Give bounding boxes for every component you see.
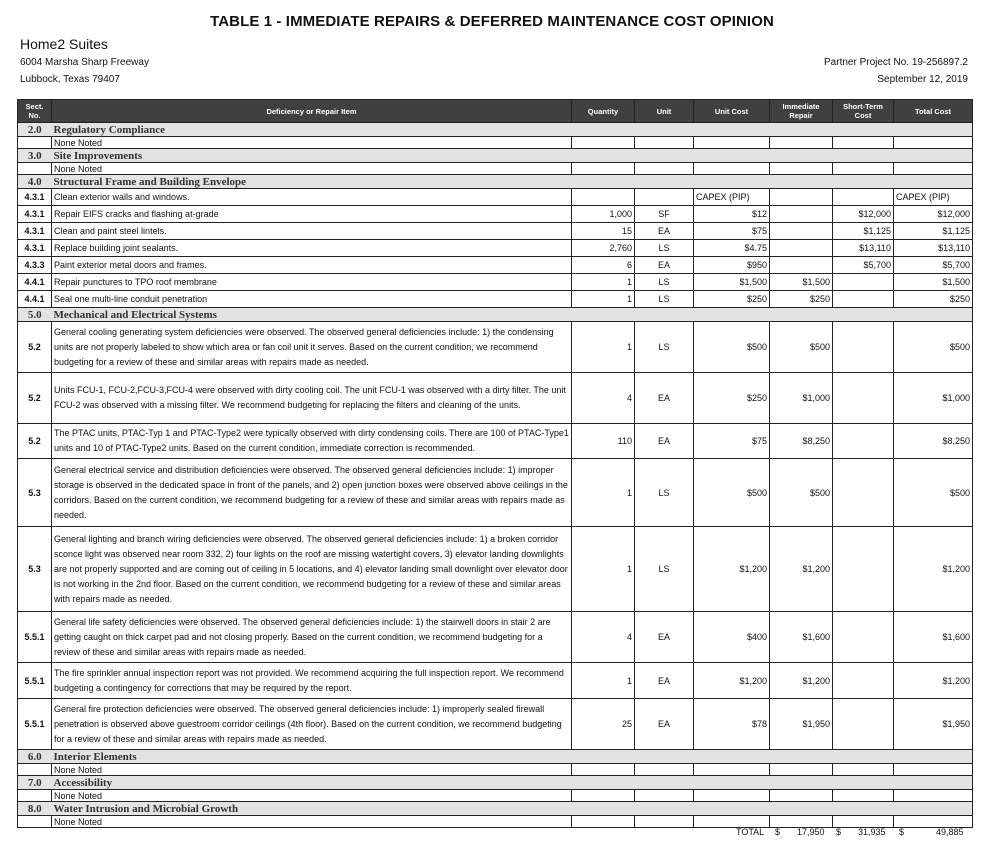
row-unit: EA xyxy=(635,424,694,459)
col-header-immediate-repair: Immediate Repair xyxy=(770,100,833,123)
col-header-item: Deficiency or Repair Item xyxy=(52,100,572,123)
row-description: The fire sprinkler annual inspection report was not provided. We recommend acquiring the full inspection report. We recommend budgeting a contingency for corrections that may be required by the report. xyxy=(52,663,572,699)
row-immediate-repair: $8,250 xyxy=(770,424,833,459)
row-quantity: 6 xyxy=(572,257,635,274)
row-unit-cost: $950 xyxy=(694,257,770,274)
row-immediate-repair: $1,500 xyxy=(770,274,833,291)
section-5-header xyxy=(18,308,973,322)
totals-label: TOTAL xyxy=(736,827,765,837)
row-unit: EA xyxy=(635,373,694,424)
row-description: General life safety deficiencies were observed. The observed general deficiencies include: 1) the stairwell doors in stair 2 are getting caught on thick carpet pad and not closing properly. Based on the current condition, we recommend budgeting for a review of these and similar areas with repairs made as needed. xyxy=(52,612,572,663)
row-section-number: 5.5.1 xyxy=(18,612,52,663)
row-unit: EA xyxy=(635,257,694,274)
row-section-number: 5.2 xyxy=(18,373,52,424)
totals-currency-short-term: $ xyxy=(836,827,842,837)
row-total-cost: $1,125 xyxy=(894,223,973,240)
report-date: September 12, 2019 xyxy=(877,74,968,85)
row-section-number: 5.2 xyxy=(18,424,52,459)
project-number: Partner Project No. 19-256897.2 xyxy=(824,57,968,68)
col-header-unit: Unit xyxy=(635,100,694,123)
row-short-term-cost xyxy=(833,612,894,663)
row-description: General cooling generating system deficiencies were observed. The observed general deficiencies include: 1) the condensing units are not properly labeled to show which area or fan coil unit it serves. Based on the current condition, we recommend budgeting for a review of these and similar areas with repairs made as needed. xyxy=(52,322,572,373)
row-unit-cost: $250 xyxy=(694,373,770,424)
col-header-sect: Sect. No. xyxy=(18,100,52,123)
row-quantity: 1 xyxy=(572,291,635,308)
section-header-row xyxy=(18,802,973,816)
row-description: General fire protection deficiencies were observed. The observed general deficiencies include: 1) improperly sealed firewall penetration is observed above guestroom corridor ceilings (4th floor). Based on the current condition, we recommend budgeting for a review of these and similar areas with repairs made as needed. xyxy=(52,699,572,750)
section-number: 3.0 xyxy=(18,149,52,163)
none-noted-text: None Noted xyxy=(52,764,572,776)
section-title: Site Improvements xyxy=(52,149,973,163)
table-row xyxy=(18,189,973,206)
row-total-cost: $1,200 xyxy=(894,663,973,699)
row-immediate-repair: $500 xyxy=(770,459,833,527)
row-immediate-repair xyxy=(770,189,833,206)
row-description: Clean and paint steel lintels. xyxy=(52,223,572,240)
section-title: Water Intrusion and Microbial Growth xyxy=(52,802,973,816)
table-row xyxy=(18,322,973,373)
none-noted-row xyxy=(18,764,973,776)
table-row xyxy=(18,699,973,750)
row-quantity: 25 xyxy=(572,699,635,750)
section-5-rows xyxy=(18,322,973,750)
col-header-unit-cost: Unit Cost xyxy=(694,100,770,123)
section-number: 8.0 xyxy=(18,802,52,816)
totals-total: 49,885 xyxy=(936,827,964,837)
section-header-row xyxy=(18,149,973,163)
row-unit-cost: $12 xyxy=(694,206,770,223)
row-section-number: 5.5.1 xyxy=(18,663,52,699)
row-total-cost: $1,200 xyxy=(894,527,973,612)
row-immediate-repair: $250 xyxy=(770,291,833,308)
table-row xyxy=(18,459,973,527)
row-total-cost: CAPEX (PIP) xyxy=(894,189,973,206)
col-header-total-cost: Total Cost xyxy=(894,100,973,123)
row-unit xyxy=(635,189,694,206)
row-total-cost: $500 xyxy=(894,459,973,527)
row-quantity: 1,000 xyxy=(572,206,635,223)
section-title: Accessibility xyxy=(52,776,973,790)
row-description: General lighting and branch wiring deficiencies were observed. The observed general deficiencies include: 1) a broken corridor sconce light was observed near room 332, 2) four lights on the roof are missing watertight covers, 3) elevator landing downlights are not properly supported and are coming out of ceiling in 5 locations, and 4) elevator landing small downlight over elevator door is not working in the 2nd floor. Based on the current condition, we recommend budgeting for a review of these and similar areas with repairs made as needed. xyxy=(52,527,572,612)
row-unit-cost: $1,500 xyxy=(694,274,770,291)
row-description: Repair EIFS cracks and flashing at-grade xyxy=(52,206,572,223)
none-noted-row xyxy=(18,163,973,175)
table-row xyxy=(18,257,973,274)
row-unit-cost: $1,200 xyxy=(694,663,770,699)
row-section-number: 4.3.3 xyxy=(18,257,52,274)
row-unit-cost: $1,200 xyxy=(694,527,770,612)
none-noted-row xyxy=(18,790,973,802)
row-quantity: 4 xyxy=(572,612,635,663)
row-quantity: 110 xyxy=(572,424,635,459)
row-immediate-repair: $1,200 xyxy=(770,527,833,612)
page-title: TABLE 1 - IMMEDIATE REPAIRS & DEFERRED MAINTENANCE COST OPINION xyxy=(210,13,774,30)
row-description: Replace building joint sealants. xyxy=(52,240,572,257)
row-unit: LS xyxy=(635,291,694,308)
col-header-quantity: Quantity xyxy=(572,100,635,123)
row-unit-cost: $400 xyxy=(694,612,770,663)
totals-immediate: 17,950 xyxy=(797,827,825,837)
section-header-row xyxy=(18,175,973,189)
col-header-short-term: Short-Term Cost xyxy=(833,100,894,123)
row-quantity: 1 xyxy=(572,663,635,699)
row-description: The PTAC units, PTAC-Typ 1 and PTAC-Type2 were typically observed with dirty condensing coils. There are 100 of PTAC-Type1 units and 10 of PTAC-Type2 units. Based on the current condition, immediate correction is recommended. xyxy=(52,424,572,459)
section-title: Interior Elements xyxy=(52,750,973,764)
row-description: Units FCU-1, FCU-2,FCU-3,FCU-4 were observed with dirty cooling coil. The unit FCU-1 was observed with a dirty filter. The unit FCU-2 was observed with a missing filter. We recommend budgeting for replacing the filters and cleaning of the units. xyxy=(52,373,572,424)
row-section-number: 5.3 xyxy=(18,527,52,612)
row-short-term-cost: $13,110 xyxy=(833,240,894,257)
row-quantity: 2,760 xyxy=(572,240,635,257)
none-noted-text: None Noted xyxy=(52,163,572,175)
row-total-cost: $250 xyxy=(894,291,973,308)
row-total-cost: $13,110 xyxy=(894,240,973,257)
row-quantity: 1 xyxy=(572,274,635,291)
none-noted-text: None Noted xyxy=(52,816,572,828)
row-short-term-cost xyxy=(833,527,894,612)
row-section-number: 5.2 xyxy=(18,322,52,373)
row-section-number: 4.3.1 xyxy=(18,206,52,223)
row-description: Clean exterior walls and windows. xyxy=(52,189,572,206)
row-total-cost: $5,700 xyxy=(894,257,973,274)
totals-short-term: 31,935 xyxy=(858,827,886,837)
remaining-sections xyxy=(18,750,973,828)
row-immediate-repair: $1,200 xyxy=(770,663,833,699)
row-section-number: 4.3.1 xyxy=(18,240,52,257)
row-immediate-repair: $1,000 xyxy=(770,373,833,424)
row-unit: LS xyxy=(635,240,694,257)
property-address-line1: 6004 Marsha Sharp Freeway xyxy=(20,57,149,68)
table-row xyxy=(18,206,973,223)
property-name: Home2 Suites xyxy=(20,36,108,52)
cost-table xyxy=(17,99,973,828)
row-description: General electrical service and distribution deficiencies were observed. The observed general deficiencies include: 1) improper storage is observed in the dedicated space in front of the panels, and 2) open junction boxes were observed above ceilings in the corridors. Based on the current condition, we recommend budgeting for a review of these and similar areas with repairs made as needed. xyxy=(52,459,572,527)
row-unit: EA xyxy=(635,612,694,663)
row-total-cost: $500 xyxy=(894,322,973,373)
totals-currency-total: $ xyxy=(899,827,905,837)
row-quantity: 15 xyxy=(572,223,635,240)
row-unit-cost: CAPEX (PIP) xyxy=(694,189,770,206)
row-total-cost: $1,000 xyxy=(894,373,973,424)
row-immediate-repair: $500 xyxy=(770,322,833,373)
row-unit: LS xyxy=(635,459,694,527)
section-number: 6.0 xyxy=(18,750,52,764)
row-description: Paint exterior metal doors and frames. xyxy=(52,257,572,274)
row-unit: LS xyxy=(635,274,694,291)
row-unit-cost: $500 xyxy=(694,459,770,527)
row-short-term-cost xyxy=(833,373,894,424)
section-header-row xyxy=(18,308,973,322)
row-immediate-repair: $1,950 xyxy=(770,699,833,750)
row-short-term-cost xyxy=(833,274,894,291)
table-header-row xyxy=(18,100,973,123)
row-section-number: 5.5.1 xyxy=(18,699,52,750)
row-unit-cost: $75 xyxy=(694,424,770,459)
row-section-number: 4.4.1 xyxy=(18,291,52,308)
row-unit: EA xyxy=(635,699,694,750)
row-section-number: 4.3.1 xyxy=(18,223,52,240)
row-quantity: 4 xyxy=(572,373,635,424)
section-header-row xyxy=(18,123,973,137)
row-short-term-cost: $5,700 xyxy=(833,257,894,274)
table-body xyxy=(18,123,973,189)
table-row xyxy=(18,424,973,459)
table-row xyxy=(18,663,973,699)
row-unit: LS xyxy=(635,527,694,612)
row-immediate-repair xyxy=(770,206,833,223)
row-unit-cost: $500 xyxy=(694,322,770,373)
row-quantity xyxy=(572,189,635,206)
row-short-term-cost xyxy=(833,663,894,699)
section-number: 5.0 xyxy=(18,308,52,322)
none-noted-text: None Noted xyxy=(52,137,572,149)
row-short-term-cost xyxy=(833,459,894,527)
table-row xyxy=(18,223,973,240)
section-number: 2.0 xyxy=(18,123,52,137)
row-immediate-repair xyxy=(770,257,833,274)
none-noted-text: None Noted xyxy=(52,790,572,802)
section-header-row xyxy=(18,776,973,790)
row-unit-cost: $250 xyxy=(694,291,770,308)
section-header-row xyxy=(18,750,973,764)
section-number: 4.0 xyxy=(18,175,52,189)
row-unit: LS xyxy=(635,322,694,373)
row-total-cost: $1,500 xyxy=(894,274,973,291)
row-section-number: 5.3 xyxy=(18,459,52,527)
row-short-term-cost: $12,000 xyxy=(833,206,894,223)
section-title: Regulatory Compliance xyxy=(52,123,973,137)
none-noted-row xyxy=(18,816,973,828)
row-total-cost: $1,600 xyxy=(894,612,973,663)
table-row xyxy=(18,612,973,663)
row-short-term-cost xyxy=(833,322,894,373)
row-short-term-cost: $1,125 xyxy=(833,223,894,240)
section-number: 7.0 xyxy=(18,776,52,790)
row-total-cost: $1,950 xyxy=(894,699,973,750)
row-quantity: 1 xyxy=(572,322,635,373)
row-unit-cost: $75 xyxy=(694,223,770,240)
row-section-number: 4.4.1 xyxy=(18,274,52,291)
table-row xyxy=(18,527,973,612)
row-section-number: 4.3.1 xyxy=(18,189,52,206)
table-row xyxy=(18,274,973,291)
row-unit-cost: $4.75 xyxy=(694,240,770,257)
row-total-cost: $8,250 xyxy=(894,424,973,459)
section-title: Structural Frame and Building Envelope xyxy=(52,175,973,189)
row-unit: EA xyxy=(635,223,694,240)
row-immediate-repair: $1,600 xyxy=(770,612,833,663)
row-short-term-cost xyxy=(833,424,894,459)
row-description: Repair punctures to TPO roof membrane xyxy=(52,274,572,291)
row-total-cost: $12,000 xyxy=(894,206,973,223)
totals-currency-immediate: $ xyxy=(775,827,781,837)
section-4-rows xyxy=(18,189,973,308)
none-noted-row xyxy=(18,137,973,149)
row-immediate-repair xyxy=(770,223,833,240)
row-unit: SF xyxy=(635,206,694,223)
row-unit-cost: $78 xyxy=(694,699,770,750)
row-short-term-cost xyxy=(833,291,894,308)
property-address-line2: Lubbock, Texas 79407 xyxy=(20,74,120,85)
table-row xyxy=(18,373,973,424)
row-description: Seal one multi-line conduit penetration xyxy=(52,291,572,308)
row-quantity: 1 xyxy=(572,527,635,612)
table-row xyxy=(18,291,973,308)
row-quantity: 1 xyxy=(572,459,635,527)
row-short-term-cost xyxy=(833,699,894,750)
table-row xyxy=(18,240,973,257)
row-short-term-cost xyxy=(833,189,894,206)
row-unit: EA xyxy=(635,663,694,699)
section-title: Mechanical and Electrical Systems xyxy=(52,308,973,322)
row-immediate-repair xyxy=(770,240,833,257)
